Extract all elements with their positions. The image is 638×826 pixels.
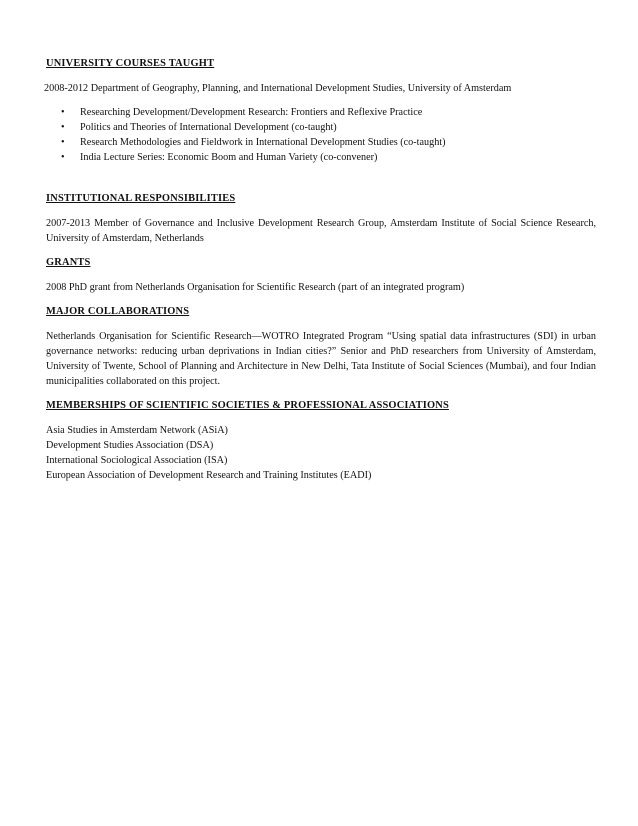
bullet-icon: • [61, 137, 65, 148]
memberships-list [46, 423, 596, 483]
grants-text: 2008 PhD grant from Netherlands Organisation for Scientific Research (part of an integrated program) [46, 282, 465, 293]
courses-list [46, 105, 596, 165]
bullet-icon: • [61, 107, 65, 118]
grants-section [46, 255, 596, 295]
course-title: Researching Development/Development Research: Frontiers and Reflexive Practice [80, 107, 423, 118]
collaborations-heading: MAJOR COLLABORATIONS [46, 306, 190, 317]
collaborations-section [46, 304, 596, 389]
courses-heading: UNIVERSITY COURSES TAUGHT [46, 58, 215, 69]
list-item: International Sociological Association (ISA) [46, 455, 228, 466]
list-item [46, 150, 596, 165]
list-item: Development Studies Association (DSA) [46, 440, 214, 451]
course-title: Politics and Theories of International Development (co-taught) [80, 122, 337, 133]
list-item [46, 135, 596, 150]
institutional-section [46, 191, 596, 246]
memberships-heading: MEMBERSHIPS OF SCIENTIFIC SOCIETIES & PROFESSIONAL ASSOCIATIONS [46, 400, 449, 411]
memberships-section [46, 398, 596, 483]
bullet-icon: • [61, 122, 65, 133]
bullet-icon: • [61, 152, 65, 163]
list-item: European Association of Development Research and Training Institutes (EADI) [46, 470, 372, 481]
courses-department-line: 2008-2012 Department of Geography, Planning, and International Development Studies, University of Amsterdam [44, 83, 512, 94]
courses-section [46, 56, 596, 165]
list-item: Asia Studies in Amsterdam Network (ASiA) [46, 425, 228, 436]
grants-heading: GRANTS [46, 257, 91, 268]
institutional-text: 2007-2013 Member of Governance and Inclusive Development Research Group, Amsterdam Institute of Social Science Research, University of Amsterdam, Netherlands [46, 218, 596, 244]
cv-page [46, 56, 596, 483]
collaborations-text: Netherlands Organisation for Scientific Research—WOTRO Integrated Program “Using spatial data infrastructures (SDI) in urban governance networks: reducing urban deprivations in Indian cities?” Senior and PhD researchers from University of Amsterdam, University of Twente, School of Planning and Architecture in New Delhi, Tata Institute of Social Sciences (Mumbai), and four Indian municipalities collaborated on this project. [46, 331, 596, 387]
course-title: Research Methodologies and Fieldwork in International Development Studies (co-taught) [80, 137, 446, 148]
list-item [46, 105, 596, 120]
course-title: India Lecture Series: Economic Boom and Human Variety (co-convener) [80, 152, 378, 163]
institutional-heading: INSTITUTIONAL RESPONSIBILITIES [46, 193, 236, 204]
list-item [46, 120, 596, 135]
